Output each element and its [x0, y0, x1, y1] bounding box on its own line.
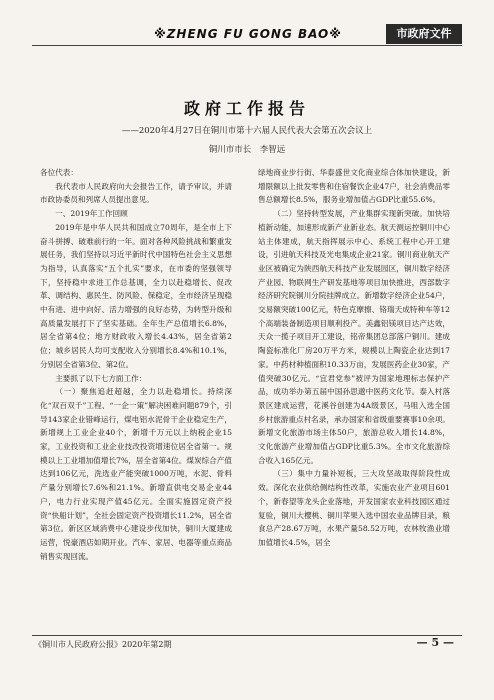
left-text-column — [40, 166, 232, 563]
footer-rule — [32, 635, 462, 636]
document-author: 铜川市市长 李智远 — [208, 145, 286, 155]
paragraph: 各位代表： — [40, 168, 78, 177]
paragraph: 2019年是中华人民共和国成立70周年，是全市上下奋斗拼搏、破难前行的一年。面对各种风险挑战和繁重发展任务，我们坚持以习近平新时代中国特色社会主义思想为指导，认真落实“五个扎实”要求，在市委的坚强领导下，坚持稳中求进工作总基调，全力以赴稳增长、促改革、调结构、惠民生、防风险、保稳定，全市经济呈现稳中有进、进中向好、活力增强的良好态势，为转型升级和高质量发展打下了坚实基础。全年生产总值增长6.8%，居全省第4位；地方财政收入增长4.43%，居全省第2位；城乡居民人均可支配收入分别增长8.4%和10.1%，分别居全省第3位、第2位。 — [40, 222, 232, 369]
paragraph: （二）坚持转型发展，产业集群实现新突破。加快培植新动能，加速形成新产业新业态。航天测运控铜川中心站主体建成，航天指挥展示中心、系统工程中心开工建设，引进航天科技及光电集成企业21家。铜川商业航天产业区被确定为陕西航天科技产业发展园区，铜川数字经济产业园、物联网生产研发基地等项目加快推进，西部数字经济研究院铜川分院挂牌成立。新增数字经济企业54户，交易额突破100亿元，特色克摩擦、铬瑞天成特种车等12个高端装备制造项目顺利投产。美鑫铝镁项目达产达效，天众一揽子项目开工建设，铭帝集团总部落户铜川。建成陶瓷标准化厂房20万平方米，规模以上陶瓷企业达到17家。中药材种植面积10.33万亩，发展医药企业30家，产值突破30亿元。“宜君党参”被评为国家地理标志保护产品，成功举办第五届中国孙思邈中医药文化节。泰入村落景区建成运营，花溪谷创建为4A级景区，马咀入选全国乡村旅游重点村名录，承办国家和省级重要赛事10余项。新增文化旅游市场主体50户，旅游总收入增长14.8%，文化旅游产业增加值占GDP比重5.3%。全市文化旅游综合收入165亿元。 — [258, 209, 450, 465]
document-title: 政府工作报告 — [183, 99, 310, 118]
section-tag: 市政府文件 — [386, 24, 462, 44]
page-number: — 5 — — [416, 636, 454, 649]
paragraph: （三）集中力量补短板，三大攻坚战取得阶段性成效。深化农业供给侧结构性改革，实施农业产业项目601个，新春望等龙头企业落地，开发国家农业科技园区通过复验，铜川大樱桃、铜川苹果入选中国农业品牌目录，粮食总产28.67万吨，水果产量58.52万吨，农林牧渔业增加值增长4.5%，居全 — [258, 469, 450, 547]
paragraph: 一、2019年工作回顾 — [55, 209, 128, 219]
paragraph: 我代表市人民政府向大会报告工作，请予审议，并请市政协委员和列席人员提出意见。 — [40, 181, 232, 205]
paragraph: 主要抓了以下七方面工作： — [55, 373, 147, 383]
right-text-column — [258, 166, 450, 550]
paragraph: 绿地商业步行街、华泰盛世文化商业综合体加快建设，新增限额以上批发零售和住宿餐饮企业47户，社会消费品零售总额增长8.5%，服务业增加值占GDP比重55.6%。 — [258, 168, 450, 205]
paragraph: （一）聚焦追赶超越，全力以赴稳增长。持续深化“双百双千”工程、“一企一策”解决困难问题879个，引导143家企业错峰运行，煤电铝水泥骨干企业稳定生产，新增规上工业企业40个，新增千万元以上纳税企业15家，工业投资和工业企业技改投资增速位居全省第一。规模以上工业增加值增长7%，居全省第4位。煤炭综合产值达到106亿元，洗选业产能突破1000万吨，水泥、骨料产量分别增长7.6%和21.1%。新增直供电交易企业44户，电力行业实现产值45亿元。全面实施固定资产投资“快船计划”，全社会固定资产投资增长11.2%，居全省第3位。新区区域消费中心建设步伐加快，铜川大厦建成运营，悦豪酒店如期开业。汽车、家居、电器等重点商品销售实现回流。 — [40, 387, 232, 561]
journal-banner: ※ZHENG FU GONG BAO※ — [154, 27, 342, 41]
header-rule — [32, 45, 462, 46]
footer-journal-name: 《铜川市人民政府公报》2020年第2期 — [34, 640, 172, 649]
document-subtitle: ——2020年4月27日在铜川市第十六届人民代表大会第五次会议上 — [121, 126, 373, 136]
